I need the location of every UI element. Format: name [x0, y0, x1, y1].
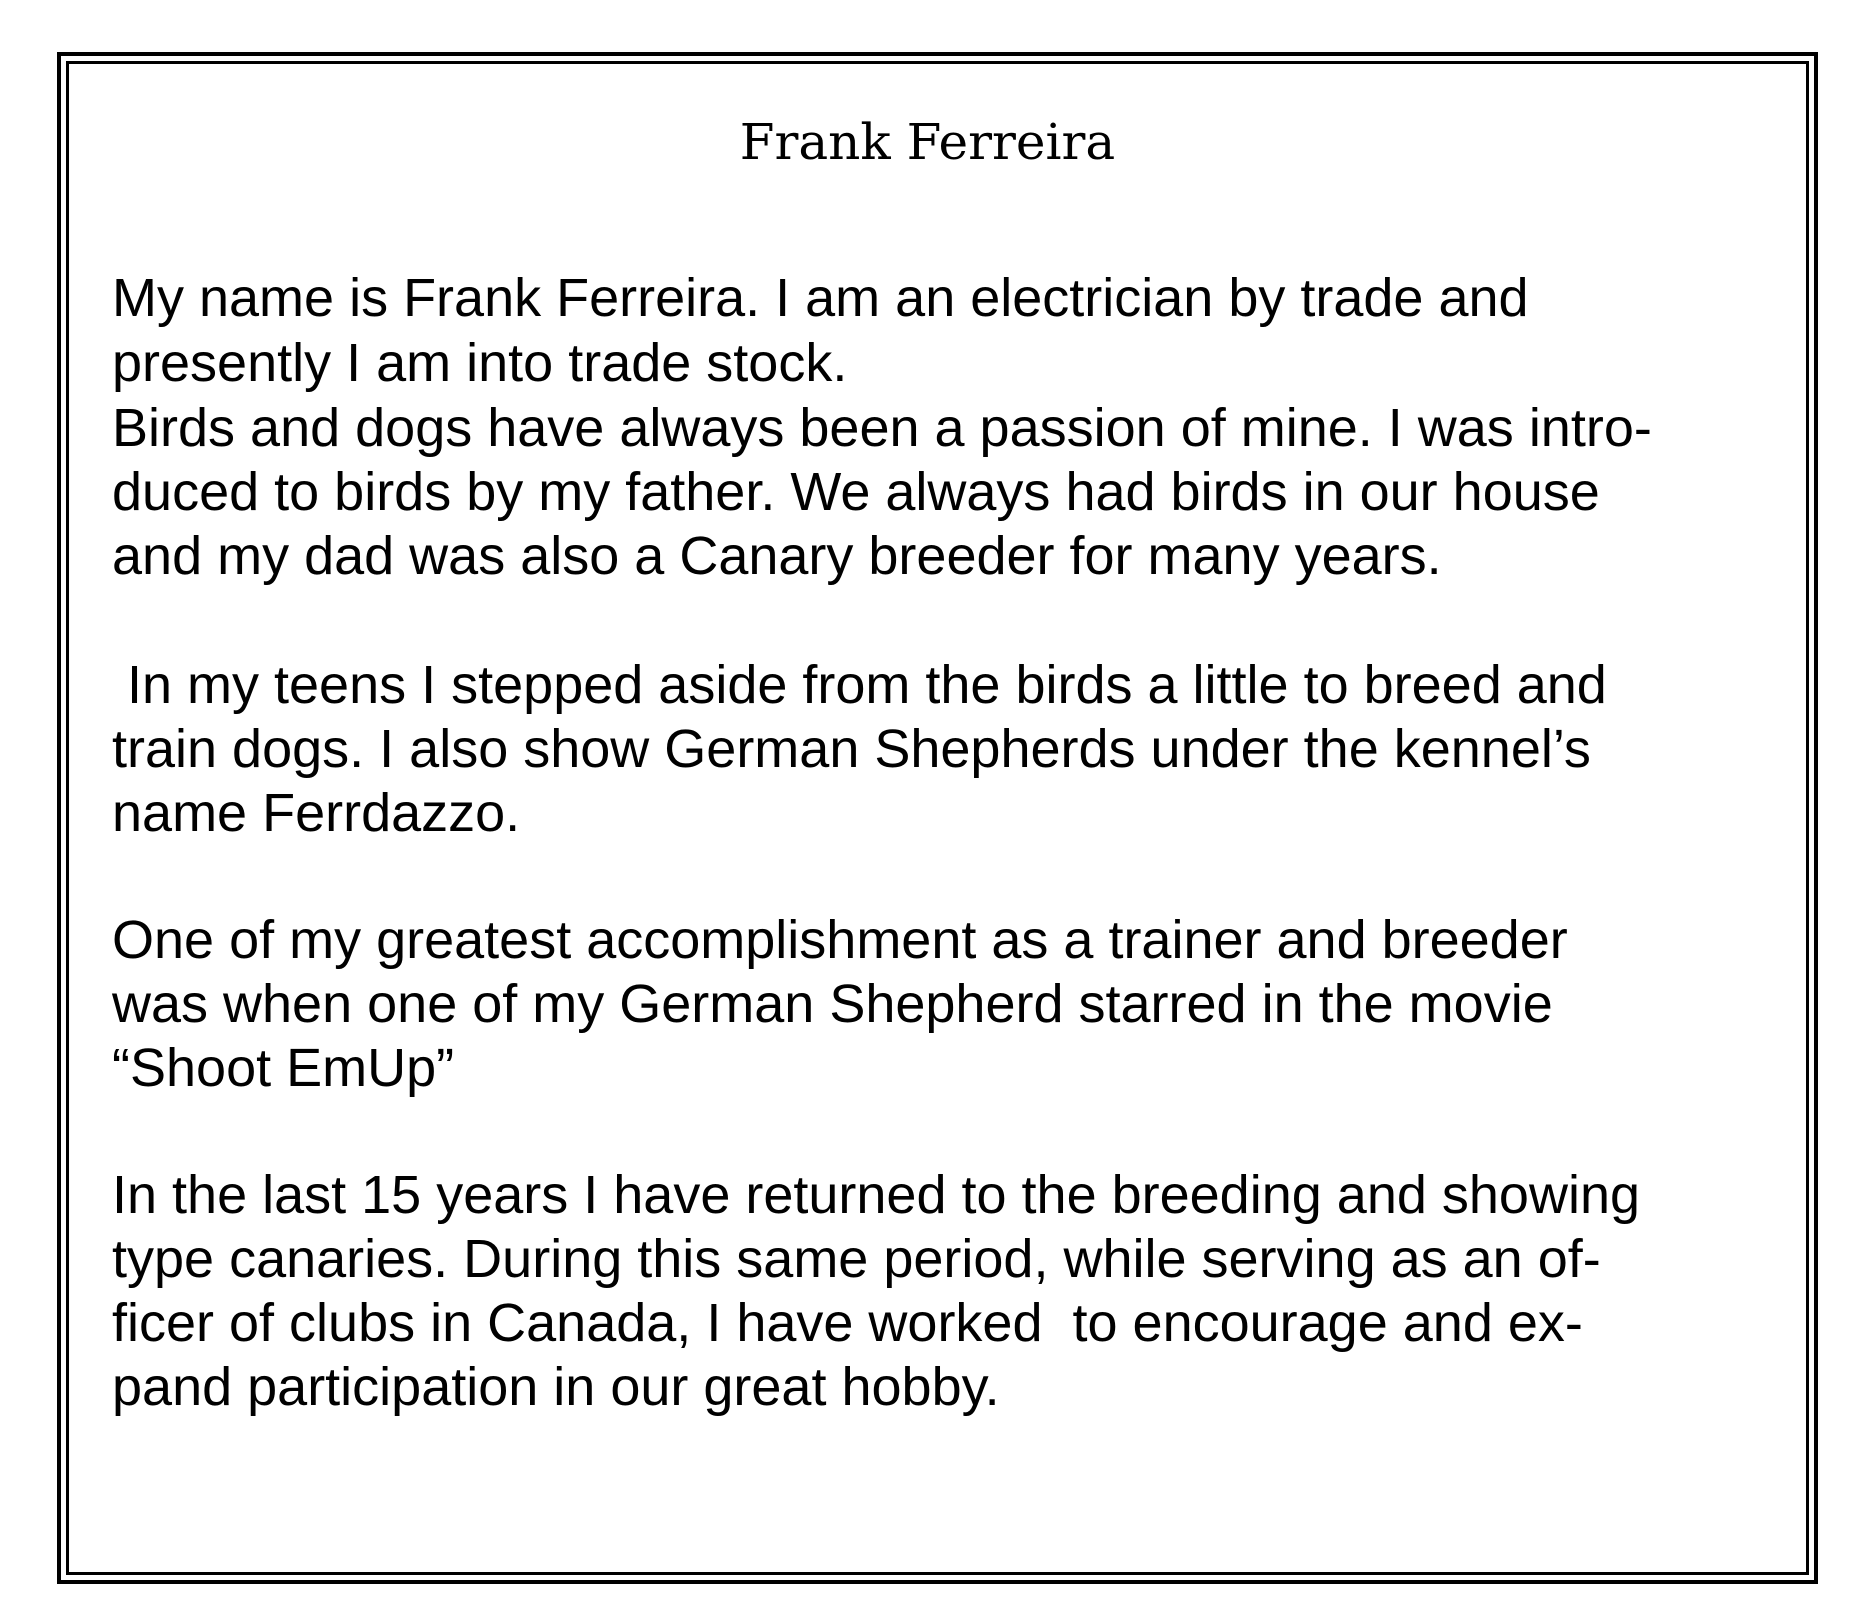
paragraph-line: train dogs. I also show German Shepherds under the kennel’s [112, 719, 1591, 779]
paragraph-line: type canaries. During this same period, while serving as an of- [112, 1229, 1601, 1289]
paragraph-line: Birds and dogs have always been a passion of mine. I was intro- [112, 398, 1652, 458]
paragraph-line: My name is Frank Ferreira. I am an electrician by trade and [112, 268, 1529, 328]
paragraph-line: ficer of clubs in Canada, I have worked to encourage and ex- [112, 1293, 1583, 1353]
paragraph-line: pand participation in our great hobby. [112, 1357, 1000, 1417]
paragraph-line: In my teens I stepped aside from the birds a little to breed and [112, 655, 1607, 715]
paragraph-line: presently I am into trade stock. [112, 333, 848, 393]
paragraph-line: “Shoot EmUp” [112, 1038, 455, 1098]
paragraph-line: and my dad was also a Canary breeder for many years. [112, 526, 1442, 586]
paragraph-line: In the last 15 years I have returned to the breeding and showing [112, 1165, 1641, 1225]
paragraph-line: name Ferrdazzo. [112, 783, 521, 843]
paragraph-line: duced to birds by my father. We always had birds in our house [112, 462, 1600, 522]
paragraph-line: One of my greatest accomplishment as a trainer and breeder [112, 910, 1568, 970]
paragraph-line: was when one of my German Shepherd starred in the movie [112, 974, 1553, 1034]
document-title: Frank Ferreira [739, 113, 1116, 171]
